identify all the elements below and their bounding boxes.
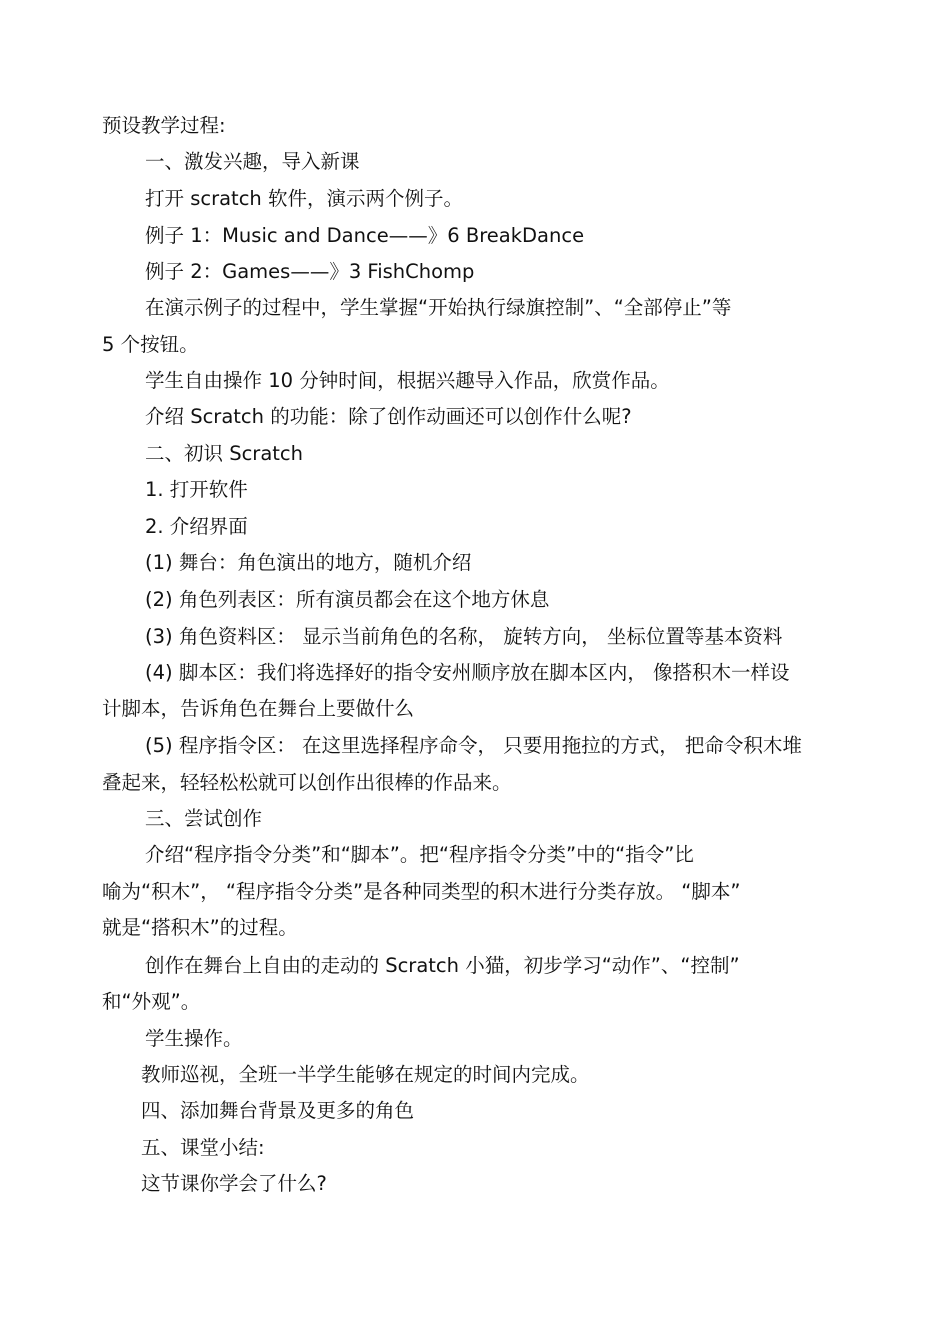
paragraph-line: 5 个按钮。: [102, 333, 199, 356]
paragraph-line: 创作在舞台上自由的走动的 Scratch 小猫，初步学习“动作”、“控制”: [145, 954, 740, 977]
section-title-1: 一、激发兴趣，导入新课: [145, 150, 360, 173]
paragraph-line: 这节课你学会了什么?: [141, 1172, 327, 1195]
list-item: (3) 角色资料区： 显示当前角色的名称， 旋转方向， 坐标位置等基本资料: [145, 625, 783, 648]
list-item: (4) 脚本区：我们将选择好的指令安州顺序放在脚本区内， 像搭积木一样设: [145, 661, 790, 684]
section-title-3: 三、尝试创作: [145, 807, 263, 830]
list-item: (2) 角色列表区：所有演员都会在这个地方休息: [145, 588, 550, 611]
paragraph-line: 教师巡视，全班一半学生能够在规定的时间内完成。: [141, 1063, 590, 1086]
paragraph-line: 学生操作。: [145, 1027, 243, 1050]
paragraph-line: 介绍“程序指令分类”和“脚本”。把“程序指令分类”中的“指令”比: [145, 843, 694, 866]
section-title-5: 五、课堂小结:: [141, 1136, 265, 1159]
paragraph-line: 学生自由操作 10 分钟时间，根据兴趣导入作品，欣赏作品。: [145, 369, 670, 392]
list-item: (1) 舞台：角色演出的地方，随机介绍: [145, 551, 472, 574]
paragraph-line: 叠起来，轻轻松松就可以创作出很棒的作品来。: [102, 771, 512, 794]
paragraph-line: 介绍 Scratch 的功能：除了创作动画还可以创作什么呢?: [145, 405, 632, 428]
example-line-2: 例子 2：Games——》3 FishChomp: [145, 260, 475, 283]
paragraph-line: 打开 scratch 软件，演示两个例子。: [145, 187, 463, 210]
paragraph-line: 计脚本，告诉角色在舞台上要做什么: [102, 697, 415, 720]
paragraph-line: 喻为“积木”， “程序指令分类”是各种同类型的积木进行分类存放。 “脚本”: [102, 880, 741, 903]
paragraph-line: 在演示例子的过程中，学生掌握“开始执行绿旗控制”、“全部停止”等: [145, 296, 732, 319]
paragraph-line: 就是“搭积木”的过程。: [102, 916, 298, 939]
list-item: 2. 介绍界面: [145, 515, 248, 538]
list-item: 1. 打开软件: [145, 478, 248, 501]
paragraph-line: 和“外观”。: [102, 990, 201, 1013]
section-title-2: 二、初识 Scratch: [145, 442, 303, 465]
list-item: (5) 程序指令区： 在这里选择程序命令， 只要用拖拉的方式， 把命令积木堆: [145, 734, 802, 757]
example-line-1: 例子 1：Music and Dance——》6 BreakDance: [145, 224, 585, 247]
section-title-4: 四、添加舞台背景及更多的角色: [141, 1099, 415, 1122]
section-heading: 预设教学过程:: [102, 114, 226, 137]
